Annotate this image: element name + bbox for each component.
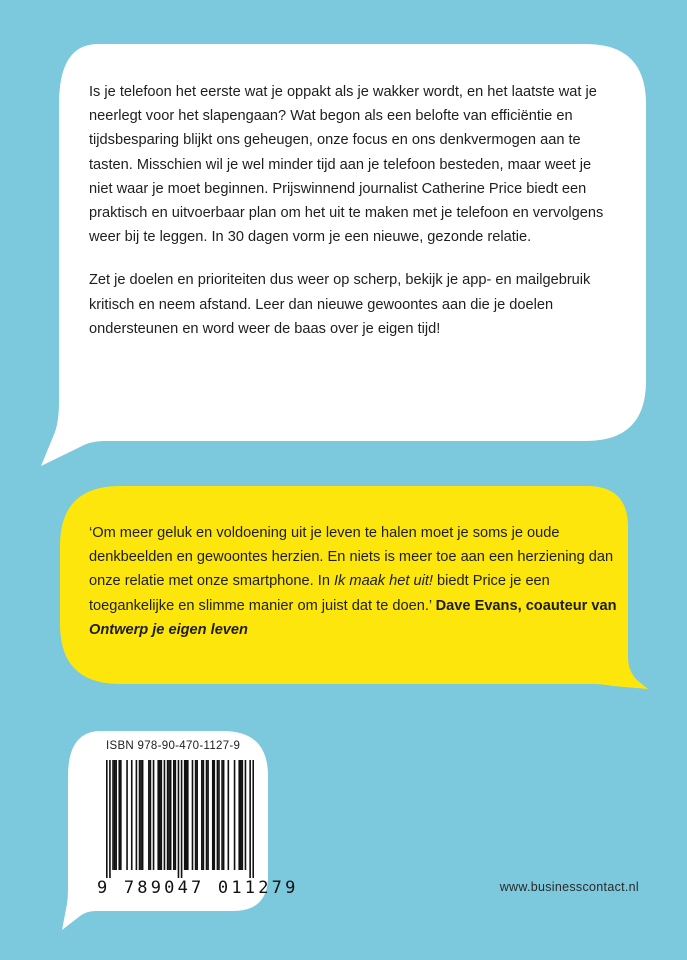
barcode-bar — [196, 760, 198, 870]
endorsement-quote — [89, 521, 629, 642]
barcode-bar — [140, 760, 142, 870]
barcode-bar — [153, 760, 155, 870]
barcode-bar — [195, 760, 197, 870]
barcode-bar — [164, 760, 166, 870]
barcode-bar — [148, 760, 150, 870]
barcode-bar — [150, 760, 152, 870]
barcode-bar — [167, 760, 169, 870]
barcode-bar — [187, 760, 189, 870]
barcode-bar — [114, 760, 116, 870]
isbn-label: ISBN 978-90-470-1127-9 — [106, 740, 241, 752]
quote-text-before: ‘Om meer geluk en voldoening uit je leven te halen moet je soms je oude denkbeelden en gewoontes herzien. En niets is meer toe aan een herziening dan onze relatie met onze smartphone. In — [89, 525, 614, 590]
blurb-paragraph-1: Is je telefoon het eerste wat je oppakt als je wakker wordt, en het laatste wat je neerlegt voor het slapengaan? Wat begon als een belofte van efficiëntie en tijdsbesparing blijkt ons geheugen, onze focus en ons denkvermogen aan te tasten. Misschien wil je wel minder tijd aan je telefoon besteden, maar weet je niet waar je moet beginnen. Prijswinnend journalist Catherine Price biedt een praktisch en uitvoerbaar plan om het uit te maken met je telefoon en vervolgens weer bij te leggen. In 30 dagen vorm je een nieuwe, gezonde relatie. — [89, 84, 604, 246]
barcode-bar — [203, 760, 205, 870]
quote-attribution: Dave Evans, coauteur van — [435, 597, 617, 614]
barcode-bar — [240, 760, 242, 870]
barcode-bar — [228, 760, 230, 870]
barcode-bar — [249, 760, 251, 878]
barcode-digits: 9 789047 011279 — [97, 878, 299, 898]
barcode-bar — [139, 760, 141, 870]
barcode-bar — [242, 760, 244, 870]
barcode-bar — [234, 760, 236, 870]
barcode-bar — [181, 760, 183, 878]
barcode-bar — [217, 760, 219, 870]
barcode-bar — [170, 760, 172, 870]
barcode-bar — [161, 760, 163, 870]
quote-book-title: Ik maak het uit! — [334, 573, 433, 590]
barcode-bar — [218, 760, 220, 870]
barcode-bar — [112, 760, 114, 870]
blurb-paragraph-2: Zet je doelen en prioriteiten dus weer op scherp, bekijk je app- en mailgebruik kritisch en neem afstand. Leer dan nieuwe gewoontes aan die je doelen ondersteunen en word weer de baas over je eigen tijd! — [89, 272, 591, 337]
barcode-bar — [106, 760, 108, 878]
barcode-bar — [136, 760, 138, 870]
barcode-bar — [206, 760, 208, 870]
barcode-bar — [175, 760, 177, 870]
barcode-bar — [252, 760, 254, 878]
barcode-bar — [142, 760, 144, 870]
barcode-bar — [115, 760, 117, 870]
barcode — [106, 760, 254, 878]
blurb-text — [89, 80, 609, 360]
barcode-bar — [120, 760, 122, 870]
barcode-bar — [173, 760, 175, 870]
barcode-bar — [238, 760, 240, 870]
barcode-bar — [185, 760, 187, 870]
barcode-bar — [201, 760, 203, 870]
barcode-bar — [159, 760, 161, 870]
barcode-bar — [245, 760, 247, 870]
barcode-bar — [213, 760, 215, 870]
barcode-bar — [131, 760, 133, 870]
barcode-bar — [212, 760, 214, 870]
barcode-bar — [178, 760, 180, 878]
barcode-bar — [126, 760, 128, 870]
barcode-bar — [157, 760, 159, 870]
barcode-bar — [221, 760, 223, 870]
barcode-bar — [168, 760, 170, 870]
barcode-bar — [184, 760, 186, 870]
barcode-bar — [223, 760, 225, 870]
barcode-bar — [109, 760, 111, 878]
barcode-bar — [192, 760, 194, 870]
barcode-bar — [118, 760, 120, 870]
publisher-website: www.businesscontact.nl — [499, 880, 639, 894]
quote-text-after: biedt Price je een toegankelijke en slimme manier om juist dat te doen.’ — [89, 573, 550, 614]
quote-attribution-book: Ontwerp je eigen leven — [89, 621, 248, 638]
barcode-bar — [207, 760, 209, 870]
